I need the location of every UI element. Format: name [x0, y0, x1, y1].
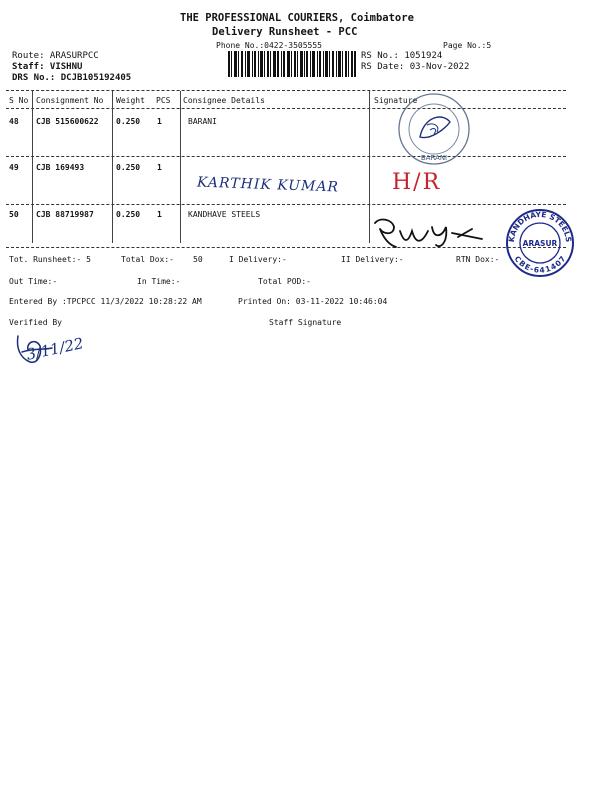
barani-stamp-label: BARANI	[420, 154, 448, 162]
col-header-consignment: Consignment No	[36, 96, 104, 105]
row-rule	[6, 156, 566, 157]
cell-weight: 0.250	[116, 210, 141, 219]
col-header-signature: Signature	[374, 96, 418, 105]
cell-sno: 49	[9, 163, 19, 172]
phone-number: Phone No.:0422-3505555	[216, 41, 322, 50]
cell-consignment: CJB 169493	[36, 163, 85, 172]
total-runsheet: Tot. Runsheet:- 5	[9, 255, 91, 264]
stamp-top-text: KANDHAYE STEELS	[506, 209, 574, 243]
ii-delivery: II Delivery:-	[341, 255, 404, 264]
route: Route: ARASURPCC	[12, 51, 99, 61]
col-divider	[32, 91, 33, 243]
col-divider	[112, 91, 113, 243]
cell-consignment: CJB 515600622	[36, 117, 99, 126]
total-pod: Total POD:-	[258, 277, 311, 286]
verified-date: 3/11/22	[24, 334, 86, 364]
cell-weight: 0.250	[116, 163, 141, 172]
page-number: Page No.:5	[443, 41, 492, 50]
staff: Staff: VISHNU	[12, 62, 83, 72]
total-dox-label: Total Dox:-	[121, 255, 174, 264]
verified-by-label: Verified By	[9, 318, 62, 327]
col-header-consignee: Consignee Details	[183, 96, 265, 105]
cell-pcs: 1	[157, 163, 162, 172]
cell-pcs: 1	[157, 117, 162, 126]
cell-pcs: 1	[157, 210, 162, 219]
stamp-mid-text: ARASUR	[522, 239, 558, 248]
header-rule	[6, 108, 566, 109]
total-dox-value: 50	[193, 255, 203, 264]
company-name: THE PROFESSIONAL COURIERS, Coimbatore	[180, 12, 414, 24]
rs-date: RS Date: 03-Nov-2022	[361, 62, 470, 72]
cell-sno: 50	[9, 210, 19, 219]
rtn-dox: RTN Dox:-	[456, 255, 500, 264]
handwritten-mark: H/R	[392, 170, 442, 195]
document-title: Delivery Runsheet - PCC	[212, 26, 358, 38]
i-delivery: I Delivery:-	[229, 255, 287, 264]
col-header-weight: Weight	[116, 96, 145, 105]
staff-signature-label: Staff Signature	[269, 318, 342, 327]
kandhaye-steels-stamp	[504, 207, 576, 279]
cell-sno: 48	[9, 117, 19, 126]
drs-number: DRS No.: DCJB105192405	[12, 73, 132, 83]
col-header-sno: S No	[9, 96, 29, 105]
row50-signature	[370, 213, 505, 251]
col-header-pcs: PCS	[156, 96, 171, 105]
cell-consignee: KANDHAVE STEELS	[188, 210, 261, 219]
cell-consignment: CJB 88719987	[36, 210, 94, 219]
table-top-rule	[6, 90, 566, 91]
svg-text:KANDHAYE STEELS	[507, 210, 573, 243]
cell-weight: 0.250	[116, 117, 141, 126]
printed-on: Printed On: 03-11-2022 10:46:04	[238, 297, 388, 306]
entered-by: Entered By :TPCPCC 11/3/2022 10:28:22 AM	[9, 297, 202, 306]
out-time: Out Time:-	[9, 277, 58, 286]
svg-text:CBE-641407	[513, 254, 568, 274]
barcode-image	[228, 51, 356, 77]
row-rule	[6, 204, 566, 205]
barani-stamp	[382, 92, 482, 170]
cell-consignee: BARANI	[188, 117, 217, 126]
handwritten-name: KARTHIK KUMAR	[196, 174, 340, 196]
stamp-bottom-text: CBE-641407	[512, 254, 568, 275]
rs-number: RS No.: 1051924	[361, 51, 443, 61]
col-divider	[180, 91, 181, 243]
in-time: In Time:-	[137, 277, 181, 286]
